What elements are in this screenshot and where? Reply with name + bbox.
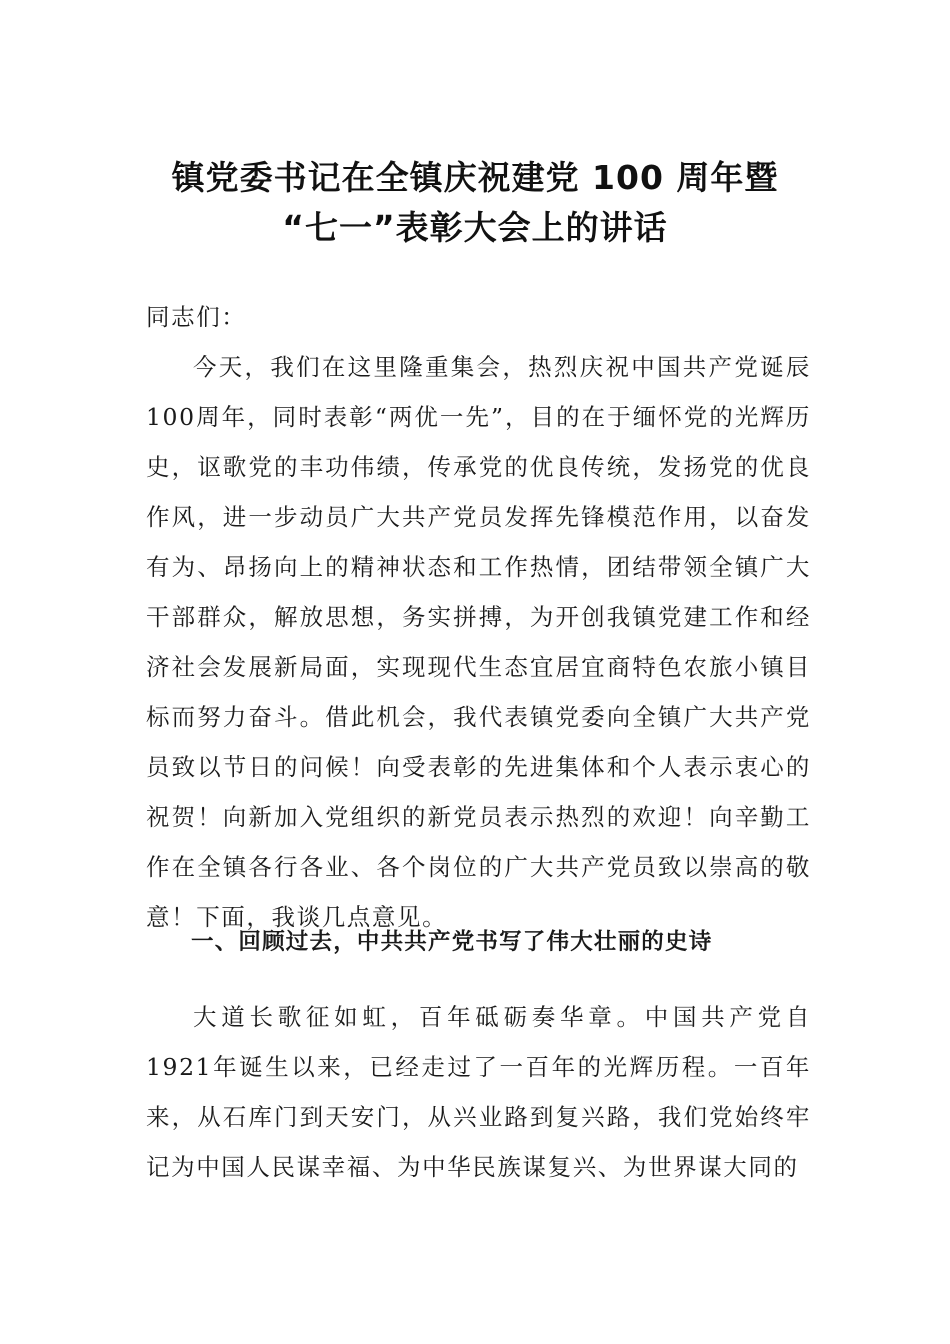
document-title-line-1: 镇党委书记在全镇庆祝建党 100 周年暨 bbox=[171, 158, 779, 197]
paragraph-intro: 今天，我们在这里隆重集会，热烈庆祝中国共产党诞辰100周年，同时表彰“两优一先”，目的在于缅怀党的光辉历史，讴歌党的丰功伟绩，传承党的优良传统，发扬党的优良作风，进一步动员广大共产党员发挥先锋模范作用，以奋发有为、昂扬向上的精神状态和工作热情，团结带领全镇广大干部群众，解放思想，务实拼搏，为开创我镇党建工作和经济社会发展新局面，实现现代生态宜居宜商特色农旅小镇目标而努力奋斗。借此机会，我代表镇党委向全镇广大共产党员致以节日的问候！向受表彰的先进集体和个人表示衷心的祝贺！向新加入党组织的新党员表示热烈的欢迎！向辛勤工作在全镇各行各业、各个岗位的广大共产党员致以崇高的敬意！下面，我谈几点意见。 bbox=[146, 353, 811, 931]
document-title-line-2: “七一”表彰大会上的讲话 bbox=[282, 208, 668, 247]
paragraph-section-1: 大道长歌征如虹，百年砥砺奏华章。中国共产党自 1921年诞生以来，已经走过了一百年的光辉历程。一百年来，从石库门到天安门，从兴业路到复兴路，我们党始终牢记为中国人民谋幸福、为中华民族谋复兴、为世界谋大同的 bbox=[146, 1003, 811, 1181]
greeting: 同志们： bbox=[146, 303, 247, 331]
section-heading-1: 一、回顾过去，中共共产党书写了伟大壮丽的史诗 bbox=[191, 929, 713, 955]
